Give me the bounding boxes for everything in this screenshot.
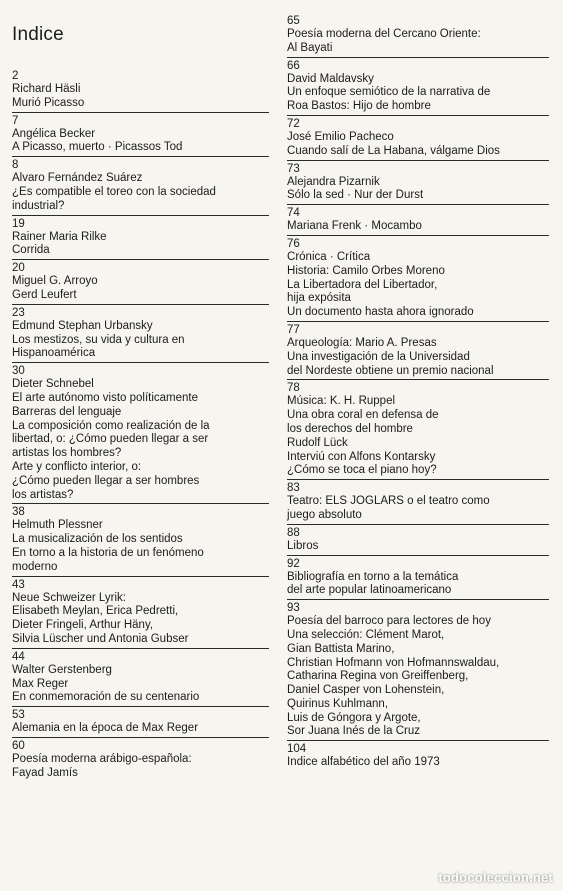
entry-line: Alejandra Pizarnik (287, 175, 380, 188)
index-entry (12, 115, 269, 158)
entry-line: Rudolf Lück (287, 436, 348, 449)
entry-line: Crónica · Crítica (287, 250, 371, 263)
entry-line: David Maldavsky (287, 72, 374, 85)
entry-line: Una selección: Clément Marot, (287, 628, 445, 641)
entry-line: Roa Bastos: Hijo de hombre (287, 100, 431, 113)
page-number: 30 (12, 365, 25, 378)
page-number: 92 (287, 557, 300, 570)
index-entry (12, 307, 269, 363)
entry-line: Arte y conflicto interior, o: (12, 460, 142, 473)
page-title: Indice (12, 24, 64, 45)
page-number: 104 (287, 743, 307, 756)
entry-line: Elisabeth Meylan, Erica Pedretti, (12, 605, 179, 618)
entry-line: A Picasso, muerto · Picassos Tod (12, 141, 183, 154)
entry-line: En conmemoración de su centenario (12, 691, 200, 704)
entry-line: Libros (287, 539, 319, 552)
entry-line: ¿Cómo se toca el piano hoy? (287, 464, 437, 477)
entry-line: Al Bayati (287, 41, 333, 54)
index-entry (287, 118, 549, 161)
page-number: 19 (12, 217, 25, 230)
entry-line: ¿Es compatible el toreo con la sociedad (12, 185, 216, 198)
entry-line: Música: K. H. Ruppel (287, 395, 396, 408)
page-number: 73 (287, 162, 300, 175)
entry-line: Alvaro Fernández Suárez (12, 172, 143, 185)
entry-line: hija expósita (287, 292, 351, 305)
entry-line: artistas los hombres? (12, 447, 122, 460)
entry-line: Gerd Leufert (12, 288, 77, 301)
entry-line: Poesía moderna arábigo-española: (12, 752, 192, 765)
entry-line: Una investigación de la Universidad (287, 350, 470, 363)
entry-line: Interviú con Alfons Kontarsky (287, 450, 436, 463)
page-number: 76 (287, 237, 300, 250)
index-entry (287, 602, 549, 741)
entry-line: Neue Schweizer Lyrik: (12, 591, 126, 604)
page-number: 66 (287, 59, 300, 72)
index-entry (287, 15, 549, 58)
entry-line: La Libertadora del Libertador, (287, 278, 438, 291)
entry-line: Un enfoque semiótico de la narrativa de (287, 86, 491, 99)
entry-line: Gian Battista Marino, (287, 642, 395, 655)
page-number: 20 (12, 262, 25, 275)
page-number: 38 (12, 506, 25, 519)
right-column (287, 15, 549, 891)
right-entries (287, 15, 549, 773)
index-entry (12, 740, 269, 782)
entry-line: Historia: Camilo Orbes Moreno (287, 264, 445, 277)
index-entry (12, 159, 269, 215)
entry-line: Sor Juana Inés de la Cruz (287, 725, 420, 738)
index-entry (12, 70, 269, 113)
index-entry (12, 365, 269, 504)
entry-line: Indice alfabético del año 1973 (287, 756, 440, 769)
entry-line: Helmuth Plessner (12, 519, 103, 532)
page-number: 72 (287, 117, 300, 130)
entry-line: Una obra coral en defensa de (287, 409, 439, 422)
left-column (12, 18, 269, 891)
entry-line: El arte autónomo visto políticamente (12, 391, 199, 404)
entry-line: Daniel Casper von Lohenstein, (287, 684, 445, 697)
entry-line: Walter Gerstenberg (12, 663, 112, 676)
index-entry (12, 262, 269, 305)
entry-line: Luis de Góngora y Argote, (287, 711, 421, 724)
entry-line: Arqueología: Mario A. Presas (287, 336, 437, 349)
entry-line: Mariana Frenk · Mocambo (287, 220, 422, 233)
entry-line: juego absoluto (287, 508, 362, 521)
entry-line: La composición como realización de la (12, 419, 210, 432)
entry-line: Cuando salí de La Habana, válgame Dios (287, 144, 500, 157)
page-number: 53 (12, 709, 25, 722)
entry-line: Dieter Schnebel (12, 378, 94, 391)
page-number: 78 (287, 382, 300, 395)
page-number: 23 (12, 306, 25, 319)
entry-line: del arte popular latinoamericano (287, 584, 452, 597)
entry-line: Fayad Jamís (12, 766, 78, 779)
entry-line: Angélica Becker (12, 127, 96, 140)
entry-line: Catharina Regina von Greiffenberg, (287, 670, 469, 683)
page-number: 77 (287, 323, 300, 336)
entry-line: Dieter Fringeli, Arthur Häny, (12, 619, 154, 632)
entry-line: Poesía del barroco para lectores de hoy (287, 615, 491, 628)
page-number: 93 (287, 602, 300, 615)
page-number: 83 (287, 482, 300, 495)
index-entry (287, 527, 549, 556)
entry-line: Quirinus Kuhlmann, (287, 697, 389, 710)
left-entries (12, 70, 269, 783)
index-entry (287, 482, 549, 525)
entry-line: Max Reger (12, 677, 69, 690)
page-number: 2 (12, 70, 19, 82)
entry-line: Murió Picasso (12, 96, 85, 109)
page-number: 7 (12, 114, 19, 127)
entry-line: Rainer Maria Rilke (12, 230, 107, 243)
entry-line: libertad, o: ¿Cómo pueden llegar a ser (12, 433, 209, 446)
index-entry (287, 60, 549, 116)
page-number: 60 (12, 739, 25, 752)
index-entry (12, 506, 269, 576)
entry-line: La musicalización de los sentidos (12, 533, 183, 546)
page-number: 8 (12, 159, 19, 172)
index-entry (287, 743, 549, 771)
index-entry (287, 382, 549, 480)
entry-line: del Nordeste obtiene un premio nacional (287, 364, 494, 377)
entry-line: Hispanoamérica (12, 347, 96, 360)
entry-line: Un documento hasta ahora ignorado (287, 306, 474, 319)
page-number: 74 (287, 207, 300, 220)
index-entry (287, 238, 549, 322)
index-entry (287, 163, 549, 206)
entry-line: Edmund Stephan Urbansky (12, 319, 153, 332)
watermark-logo: todocoleccion.net (438, 870, 553, 885)
entry-line: Bibliografía en torno a la temática (287, 570, 459, 583)
entry-line: Corrida (12, 244, 50, 257)
entry-line: Sólo la sed · Nur der Durst (287, 189, 424, 202)
index-entry (12, 709, 269, 738)
entry-line: Teatro: ELS JOGLARS o el teatro como (287, 495, 490, 508)
index-entry (287, 324, 549, 380)
entry-line: Miguel G. Arroyo (12, 275, 98, 288)
entry-line: ¿Cómo pueden llegar a ser hombres (12, 474, 200, 487)
index-entry (287, 207, 549, 236)
entry-line: Poesía moderna del Cercano Oriente: (287, 28, 481, 40)
entry-line: moderno (12, 560, 58, 573)
entry-line: José Emilio Pacheco (287, 130, 394, 143)
index-entry (12, 218, 269, 261)
entry-line: los artistas? (12, 488, 74, 501)
entry-line: En torno a la historia de un fenómeno (12, 546, 204, 559)
page-number: 43 (12, 578, 25, 591)
entry-line: Silvia Lüscher und Antonia Gubser (12, 632, 189, 645)
page-number: 88 (287, 526, 300, 539)
entry-line: industrial? (12, 199, 65, 212)
entry-line: los derechos del hombre (287, 422, 413, 435)
index-entry (12, 651, 269, 707)
entry-line: Christian Hofmann von Hofmannswaldau, (287, 656, 500, 669)
entry-line: Alemania en la época de Max Reger (12, 722, 199, 735)
entry-line: Los mestizos, su vida y cultura en (12, 333, 185, 346)
entry-line: Barreras del lenguaje (12, 405, 122, 418)
page-number: 65 (287, 15, 300, 27)
index-entry (287, 558, 549, 601)
page-number: 44 (12, 650, 25, 663)
entry-line: Richard Häsli (12, 83, 81, 95)
index-entry (12, 579, 269, 649)
